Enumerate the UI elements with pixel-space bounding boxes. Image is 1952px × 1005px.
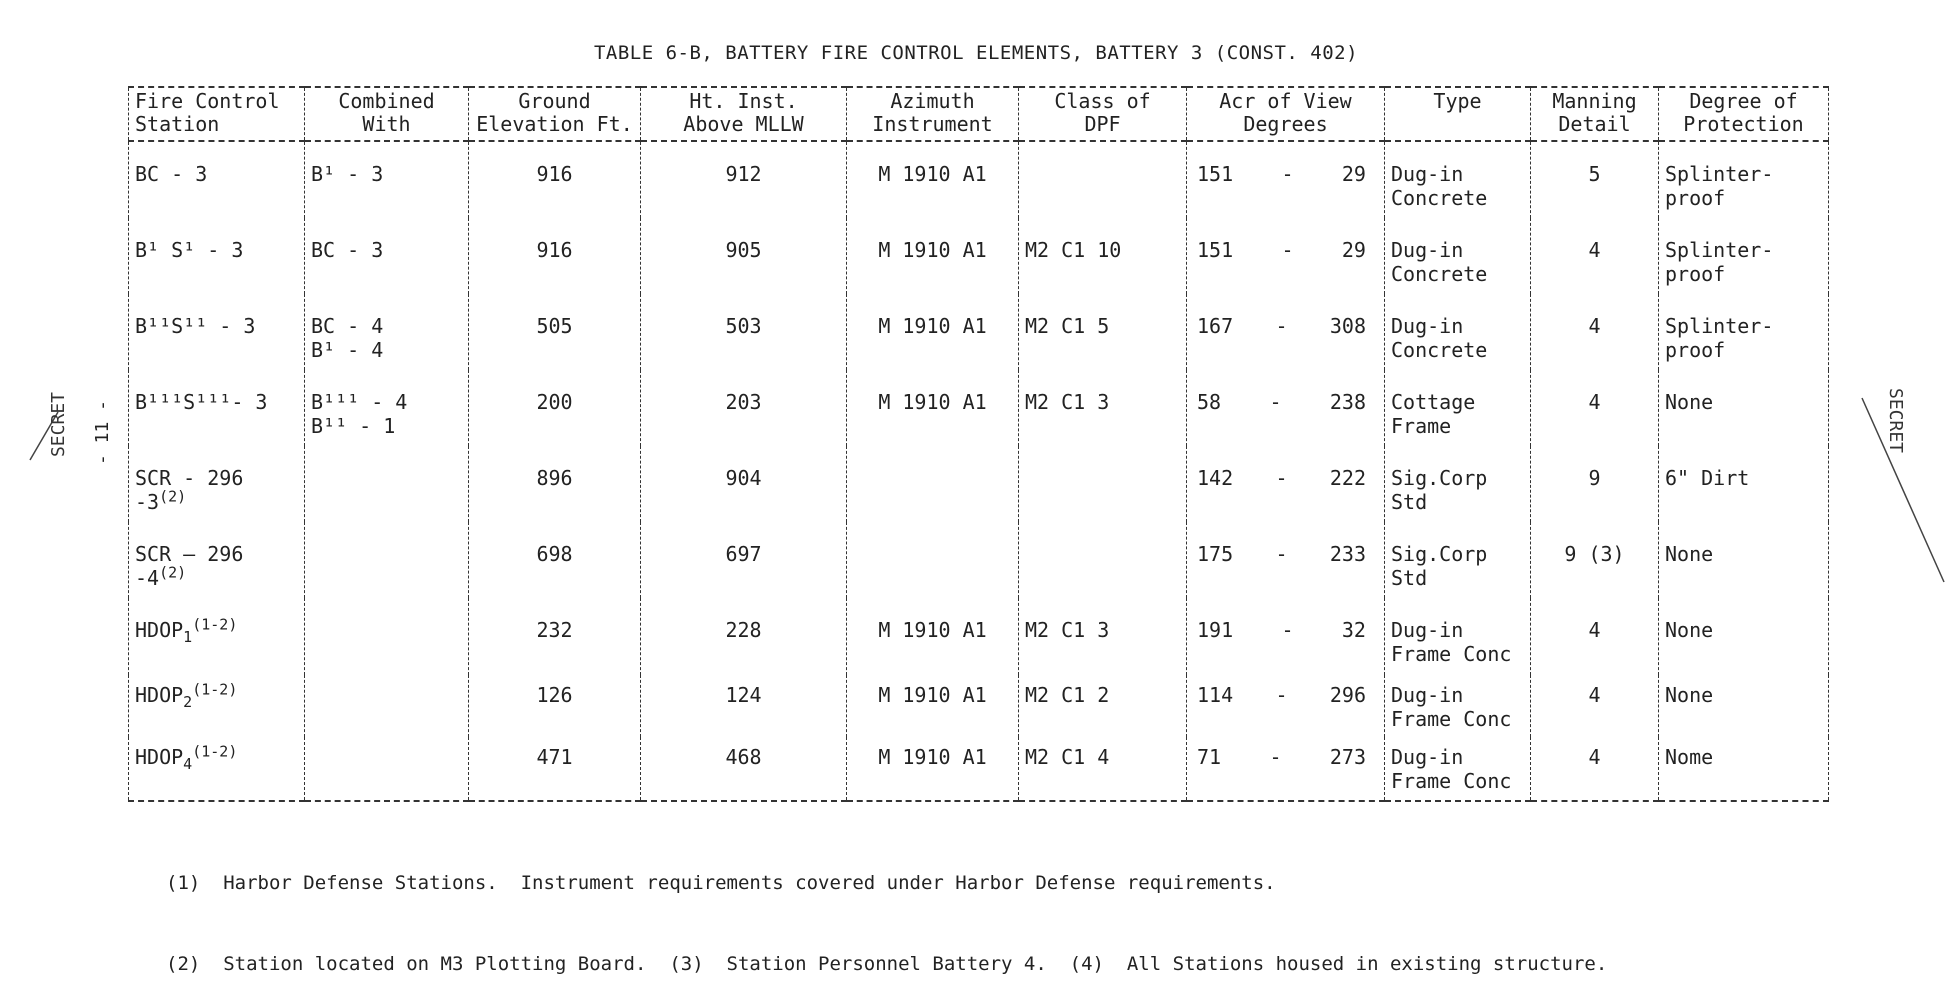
cell-station — [129, 141, 305, 218]
cell-station — [129, 675, 305, 738]
station-superscript: (2) — [159, 563, 187, 582]
cell-arc-of-view — [1187, 294, 1385, 370]
arc-separator: - — [1269, 390, 1282, 415]
table-row — [129, 141, 1829, 218]
cell-class-of-dpf — [1019, 141, 1187, 218]
station-name: B¹¹¹S¹¹¹- 3 — [135, 390, 268, 415]
footnote-2: (2) Station located on M3 Plotting Board. (3) Station Personnel Battery 4. (4) All Stations housed in existing structure. — [166, 953, 1608, 975]
arc-separator: - — [1281, 238, 1294, 263]
cell-manning-detail: 9 (3) — [1531, 522, 1659, 598]
cell-arc-of-view — [1187, 737, 1385, 801]
cell-azimuth-instrument: M 1910 A1 — [847, 218, 1019, 294]
cell-degree-of-protection: Splinter- proof — [1659, 294, 1829, 370]
cell-azimuth-instrument: M 1910 A1 — [847, 598, 1019, 674]
station-name: HDOP — [135, 745, 184, 770]
station-superscript: (1-2) — [192, 742, 238, 761]
station-name: SCR — 296 -4 — [135, 542, 244, 591]
cell-class-of-dpf: M2 C1 3 — [1019, 598, 1187, 674]
arc-to: 238 — [1329, 390, 1366, 415]
cell-ht-inst: 697 — [641, 522, 847, 598]
header-manning-detail: Manning Detail — [1531, 87, 1659, 141]
secret-mark-left: SECRET — [48, 392, 69, 458]
table-row — [129, 294, 1829, 370]
fire-control-table — [128, 86, 1829, 802]
cell-station — [129, 522, 305, 598]
cell-azimuth-instrument: M 1910 A1 — [847, 737, 1019, 801]
cell-ground-elevation: 505 — [469, 294, 641, 370]
station-subscript: 2 — [183, 692, 193, 711]
cell-station — [129, 446, 305, 522]
cell-class-of-dpf: M2 C1 10 — [1019, 218, 1187, 294]
arc-separator: - — [1281, 618, 1294, 643]
page-number: - 11 - — [92, 400, 113, 466]
cell-ht-inst: 228 — [641, 598, 847, 674]
cell-degree-of-protection: None — [1659, 522, 1829, 598]
cell-type: Sig.Corp Std — [1385, 446, 1531, 522]
table-row — [129, 522, 1829, 598]
header-type: Type — [1385, 87, 1531, 141]
arc-to: 29 — [1341, 162, 1366, 186]
station-subscript: 1 — [183, 628, 193, 647]
cell-manning-detail: 4 — [1531, 218, 1659, 294]
station-name: BC - 3 — [135, 162, 208, 186]
arc-from: 58 — [1197, 390, 1222, 415]
cell-azimuth-instrument — [847, 446, 1019, 522]
cell-type: Dug-in Concrete — [1385, 218, 1531, 294]
cell-degree-of-protection: None — [1659, 598, 1829, 674]
cell-combined-with — [305, 737, 469, 801]
cell-class-of-dpf: M2 C1 3 — [1019, 370, 1187, 446]
station-subscript: 4 — [183, 755, 193, 774]
station-name: HDOP — [135, 618, 184, 643]
cell-degree-of-protection: Splinter- proof — [1659, 141, 1829, 218]
cell-manning-detail: 4 — [1531, 370, 1659, 446]
cell-station — [129, 598, 305, 674]
cell-ground-elevation: 232 — [469, 598, 641, 674]
cell-arc-of-view — [1187, 675, 1385, 738]
arc-from: 151 — [1197, 238, 1234, 263]
footnote-1: (1) Harbor Defense Stations. Instrument requirements covered under Harbor Defense requirements. — [166, 872, 1276, 894]
station-superscript: (2) — [159, 487, 187, 506]
cell-manning-detail: 4 — [1531, 675, 1659, 738]
cell-class-of-dpf: M2 C1 4 — [1019, 737, 1187, 801]
cell-combined-with: BC - 3 — [305, 218, 469, 294]
arc-separator: - — [1275, 542, 1288, 567]
station-name: HDOP — [135, 682, 184, 707]
cell-manning-detail: 4 — [1531, 737, 1659, 801]
cell-combined-with — [305, 675, 469, 738]
arc-to: 29 — [1341, 238, 1366, 263]
station-superscript: (1-2) — [192, 615, 238, 634]
cell-class-of-dpf — [1019, 446, 1187, 522]
arc-to: 233 — [1329, 542, 1366, 567]
cell-azimuth-instrument: M 1910 A1 — [847, 294, 1019, 370]
table-row — [129, 598, 1829, 674]
arc-from: 151 — [1197, 162, 1234, 186]
secret-mark-right: SECRET — [1885, 388, 1906, 454]
header-ground-elevation: Ground Elevation Ft. — [469, 87, 641, 141]
arc-to: 273 — [1329, 745, 1366, 770]
header-ht-inst: Ht. Inst. Above MLLW — [641, 87, 847, 141]
header-class-of-dpf: Class of DPF — [1019, 87, 1187, 141]
arc-separator: - — [1275, 466, 1288, 491]
cell-ground-elevation: 200 — [469, 370, 641, 446]
cell-type: Dug-in Concrete — [1385, 141, 1531, 218]
arc-from: 71 — [1197, 745, 1222, 770]
cell-type: Dug-in Frame Conc — [1385, 598, 1531, 674]
cell-ground-elevation: 471 — [469, 737, 641, 801]
arc-separator: - — [1275, 314, 1288, 339]
cell-combined-with: B¹¹¹ - 4 B¹¹ - 1 — [305, 370, 469, 446]
cell-arc-of-view — [1187, 598, 1385, 674]
cell-azimuth-instrument: M 1910 A1 — [847, 675, 1019, 738]
table-row — [129, 370, 1829, 446]
table-row — [129, 446, 1829, 522]
station-name: B¹ S¹ - 3 — [135, 238, 244, 263]
cell-ht-inst: 124 — [641, 675, 847, 738]
arc-from: 175 — [1197, 542, 1234, 567]
table-row — [129, 675, 1829, 738]
cell-ht-inst: 905 — [641, 218, 847, 294]
cell-ground-elevation: 698 — [469, 522, 641, 598]
cell-manning-detail: 9 — [1531, 446, 1659, 522]
cell-class-of-dpf: M2 C1 5 — [1019, 294, 1187, 370]
cell-ht-inst: 468 — [641, 737, 847, 801]
cell-degree-of-protection: Splinter- proof — [1659, 218, 1829, 294]
cell-arc-of-view — [1187, 370, 1385, 446]
cell-degree-of-protection: None — [1659, 370, 1829, 446]
cell-combined-with — [305, 446, 469, 522]
cell-station — [129, 370, 305, 446]
cell-ground-elevation: 896 — [469, 446, 641, 522]
cell-station — [129, 294, 305, 370]
cell-class-of-dpf — [1019, 522, 1187, 598]
cell-manning-detail: 4 — [1531, 294, 1659, 370]
cell-ht-inst: 904 — [641, 446, 847, 522]
header-degree-of-protection: Degree of Protection — [1659, 87, 1829, 141]
cell-ht-inst: 912 — [641, 141, 847, 218]
cell-type: Dug-in Frame Conc — [1385, 737, 1531, 801]
cell-type: Sig.Corp Std — [1385, 522, 1531, 598]
cell-combined-with: BC - 4 B¹ - 4 — [305, 294, 469, 370]
cell-class-of-dpf: M2 C1 2 — [1019, 675, 1187, 738]
cell-ground-elevation: 916 — [469, 141, 641, 218]
cell-manning-detail: 4 — [1531, 598, 1659, 674]
cell-azimuth-instrument: M 1910 A1 — [847, 370, 1019, 446]
station-name: B¹¹S¹¹ - 3 — [135, 314, 256, 339]
cell-station — [129, 737, 305, 801]
cell-ht-inst: 203 — [641, 370, 847, 446]
station-superscript: (1-2) — [192, 679, 238, 698]
arc-from: 142 — [1197, 466, 1234, 491]
cell-ground-elevation: 916 — [469, 218, 641, 294]
arc-to: 222 — [1329, 466, 1366, 491]
arc-separator: - — [1269, 745, 1282, 770]
cell-combined-with — [305, 598, 469, 674]
cell-type: Cottage Frame — [1385, 370, 1531, 446]
header-arc-of-view: Acr of View Degrees — [1187, 87, 1385, 141]
arc-from: 191 — [1197, 618, 1234, 643]
cell-arc-of-view — [1187, 141, 1385, 218]
cell-combined-with: B¹ - 3 — [305, 141, 469, 218]
cell-ht-inst: 503 — [641, 294, 847, 370]
cell-type: Dug-in Concrete — [1385, 294, 1531, 370]
cell-arc-of-view — [1187, 522, 1385, 598]
station-name: SCR - 296 -3 — [135, 466, 244, 515]
cell-degree-of-protection: None — [1659, 675, 1829, 738]
arc-to: 296 — [1329, 682, 1366, 707]
cell-manning-detail: 5 — [1531, 141, 1659, 218]
cell-ground-elevation: 126 — [469, 675, 641, 738]
cell-arc-of-view — [1187, 218, 1385, 294]
cell-degree-of-protection: 6" Dirt — [1659, 446, 1829, 522]
cell-azimuth-instrument — [847, 522, 1019, 598]
arc-to: 308 — [1329, 314, 1366, 339]
cell-station — [129, 218, 305, 294]
arc-to: 32 — [1341, 618, 1366, 643]
header-fire-control-station: Fire Control Station — [129, 87, 305, 141]
header-row — [129, 87, 1829, 141]
cell-degree-of-protection: Nome — [1659, 737, 1829, 801]
arc-separator: - — [1275, 682, 1288, 707]
table-title: TABLE 6-B, BATTERY FIRE CONTROL ELEMENTS, BATTERY 3 (CONST. 402) — [593, 42, 1359, 64]
cell-azimuth-instrument: M 1910 A1 — [847, 141, 1019, 218]
cell-combined-with — [305, 522, 469, 598]
cell-arc-of-view — [1187, 446, 1385, 522]
table-row — [129, 737, 1829, 801]
arc-from: 114 — [1197, 682, 1234, 707]
header-combined-with: Combined With — [305, 87, 469, 141]
arc-separator: - — [1281, 162, 1294, 186]
arc-from: 167 — [1197, 314, 1234, 339]
cell-type: Dug-in Frame Conc — [1385, 675, 1531, 738]
footnotes — [166, 816, 1607, 1005]
header-azimuth-instrument: Azimuth Instrument — [847, 87, 1019, 141]
table-row — [129, 218, 1829, 294]
